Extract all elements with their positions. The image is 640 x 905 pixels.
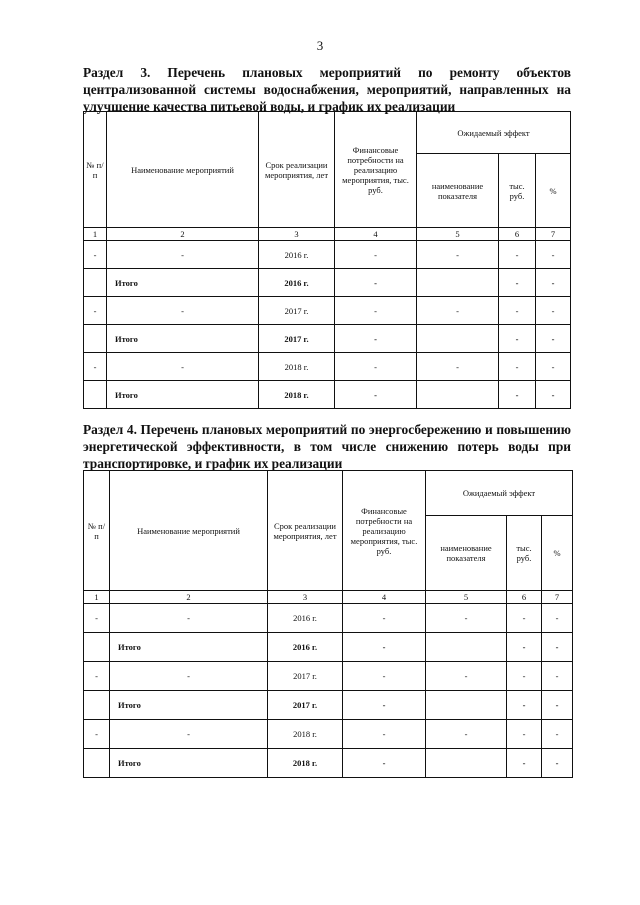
table-row xyxy=(84,297,571,325)
cell-name: Итого xyxy=(110,691,268,720)
section-3-table xyxy=(83,111,571,409)
cell-term: 2017 г. xyxy=(268,662,343,691)
cell-finance: - xyxy=(335,241,417,269)
cell-name: - xyxy=(107,241,259,269)
cell-name: - xyxy=(107,353,259,381)
cell-eff-name xyxy=(426,691,507,720)
header-num: № п/п xyxy=(84,112,107,228)
cell-eff-pct: - xyxy=(536,269,571,297)
column-number: 3 xyxy=(259,228,335,241)
cell-eff-pct: - xyxy=(542,720,573,749)
header-effect: Ожидаемый эффект xyxy=(426,471,573,516)
cell-num: - xyxy=(84,662,110,691)
total-row xyxy=(84,749,573,778)
cell-term: 2016 г. xyxy=(268,604,343,633)
cell-finance: - xyxy=(335,269,417,297)
column-number: 5 xyxy=(426,591,507,604)
cell-finance: - xyxy=(343,720,426,749)
cell-name: - xyxy=(110,662,268,691)
cell-term: 2016 г. xyxy=(259,241,335,269)
cell-name: Итого xyxy=(107,269,259,297)
column-number: 3 xyxy=(268,591,343,604)
cell-eff-pct: - xyxy=(542,604,573,633)
cell-eff-name: - xyxy=(426,604,507,633)
table-row xyxy=(84,662,573,691)
cell-eff-name xyxy=(417,269,499,297)
header-effect-thous: тыс. руб. xyxy=(499,154,536,228)
cell-num xyxy=(84,749,110,778)
cell-eff-thous: - xyxy=(499,325,536,353)
cell-eff-pct: - xyxy=(542,662,573,691)
header-term: Срок реализации мероприятия, лет xyxy=(268,471,343,591)
cell-eff-name: - xyxy=(417,241,499,269)
cell-eff-name: - xyxy=(417,353,499,381)
cell-term: 2016 г. xyxy=(259,269,335,297)
cell-num: - xyxy=(84,241,107,269)
column-number: 6 xyxy=(507,591,542,604)
header-finance: Финансовые потребности на реализацию мероприятия, тыс. руб. xyxy=(343,471,426,591)
total-row xyxy=(84,633,573,662)
cell-term: 2018 г. xyxy=(268,749,343,778)
cell-name: - xyxy=(110,720,268,749)
header-effect: Ожидаемый эффект xyxy=(417,112,571,154)
section-3-title: Раздел 3. Перечень плановых мероприятий по ремонту объектов централизованной системы водоснабжения, мероприятий, направленных на улучшение качества питьевой воды, и график их реализации xyxy=(83,65,571,114)
column-number-row xyxy=(84,591,573,604)
cell-eff-thous: - xyxy=(507,633,542,662)
column-number: 1 xyxy=(84,228,107,241)
cell-eff-name xyxy=(426,633,507,662)
cell-num: - xyxy=(84,353,107,381)
cell-eff-thous: - xyxy=(507,604,542,633)
header-effect-pct: % xyxy=(542,516,573,591)
cell-finance: - xyxy=(343,633,426,662)
cell-eff-pct: - xyxy=(542,691,573,720)
header-effect-name: наименование показателя xyxy=(426,516,507,591)
cell-eff-name xyxy=(417,325,499,353)
cell-term: 2016 г. xyxy=(268,633,343,662)
cell-num: - xyxy=(84,297,107,325)
cell-num xyxy=(84,325,107,353)
cell-eff-thous: - xyxy=(507,749,542,778)
cell-eff-name: - xyxy=(426,662,507,691)
header-num: № п/п xyxy=(84,471,110,591)
table-row xyxy=(84,720,573,749)
column-number: 4 xyxy=(343,591,426,604)
cell-term: 2017 г. xyxy=(268,691,343,720)
section-4-title: Раздел 4. Перечень плановых мероприятий по энергосбережению и повышению энергетической эффективности, в том числе снижению потерь воды при транспортировке, и график их реализации xyxy=(83,422,571,471)
column-number: 6 xyxy=(499,228,536,241)
cell-finance: - xyxy=(335,297,417,325)
cell-finance: - xyxy=(343,749,426,778)
cell-name: Итого xyxy=(110,633,268,662)
header-effect-pct: % xyxy=(536,154,571,228)
cell-term: 2018 г. xyxy=(259,381,335,409)
cell-eff-name xyxy=(417,381,499,409)
cell-term: 2017 г. xyxy=(259,297,335,325)
column-number: 2 xyxy=(107,228,259,241)
table-row xyxy=(84,241,571,269)
cell-eff-pct: - xyxy=(536,353,571,381)
section-4-table xyxy=(83,470,573,778)
cell-finance: - xyxy=(335,325,417,353)
cell-num xyxy=(84,381,107,409)
cell-name: Итого xyxy=(107,325,259,353)
header-name: Наименование мероприятий xyxy=(110,471,268,591)
total-row xyxy=(84,325,571,353)
cell-finance: - xyxy=(343,662,426,691)
cell-eff-pct: - xyxy=(542,749,573,778)
header-name: Наименование мероприятий xyxy=(107,112,259,228)
cell-num xyxy=(84,691,110,720)
column-number: 4 xyxy=(335,228,417,241)
cell-eff-thous: - xyxy=(507,662,542,691)
cell-eff-thous: - xyxy=(499,297,536,325)
cell-eff-name: - xyxy=(426,720,507,749)
table-row xyxy=(84,353,571,381)
cell-eff-thous: - xyxy=(499,381,536,409)
cell-eff-thous: - xyxy=(499,241,536,269)
header-term: Срок реализации мероприятия, лет xyxy=(259,112,335,228)
column-number: 7 xyxy=(536,228,571,241)
cell-name: Итого xyxy=(107,381,259,409)
cell-finance: - xyxy=(343,691,426,720)
cell-eff-pct: - xyxy=(536,241,571,269)
cell-eff-thous: - xyxy=(499,353,536,381)
column-number: 7 xyxy=(542,591,573,604)
page-number: 3 xyxy=(316,38,324,53)
cell-num xyxy=(84,269,107,297)
cell-name: - xyxy=(110,604,268,633)
cell-term: 2018 г. xyxy=(259,353,335,381)
header-effect-name: наименование показателя xyxy=(417,154,499,228)
header-finance: Финансовые потребности на реализацию мероприятия, тыс. руб. xyxy=(335,112,417,228)
cell-finance: - xyxy=(335,353,417,381)
cell-term: 2018 г. xyxy=(268,720,343,749)
total-row xyxy=(84,691,573,720)
cell-eff-thous: - xyxy=(507,691,542,720)
total-row xyxy=(84,381,571,409)
cell-finance: - xyxy=(343,604,426,633)
cell-eff-pct: - xyxy=(536,297,571,325)
cell-name: Итого xyxy=(110,749,268,778)
cell-num xyxy=(84,633,110,662)
cell-num: - xyxy=(84,604,110,633)
cell-eff-name xyxy=(426,749,507,778)
total-row xyxy=(84,269,571,297)
cell-eff-thous: - xyxy=(499,269,536,297)
column-number: 2 xyxy=(110,591,268,604)
cell-eff-name: - xyxy=(417,297,499,325)
header-effect-thous: тыс. руб. xyxy=(507,516,542,591)
cell-finance: - xyxy=(335,381,417,409)
cell-num: - xyxy=(84,720,110,749)
cell-eff-thous: - xyxy=(507,720,542,749)
cell-name: - xyxy=(107,297,259,325)
column-number: 1 xyxy=(84,591,110,604)
column-number: 5 xyxy=(417,228,499,241)
cell-term: 2017 г. xyxy=(259,325,335,353)
cell-eff-pct: - xyxy=(542,633,573,662)
cell-eff-pct: - xyxy=(536,381,571,409)
column-number-row xyxy=(84,228,571,241)
table-row xyxy=(84,604,573,633)
cell-eff-pct: - xyxy=(536,325,571,353)
